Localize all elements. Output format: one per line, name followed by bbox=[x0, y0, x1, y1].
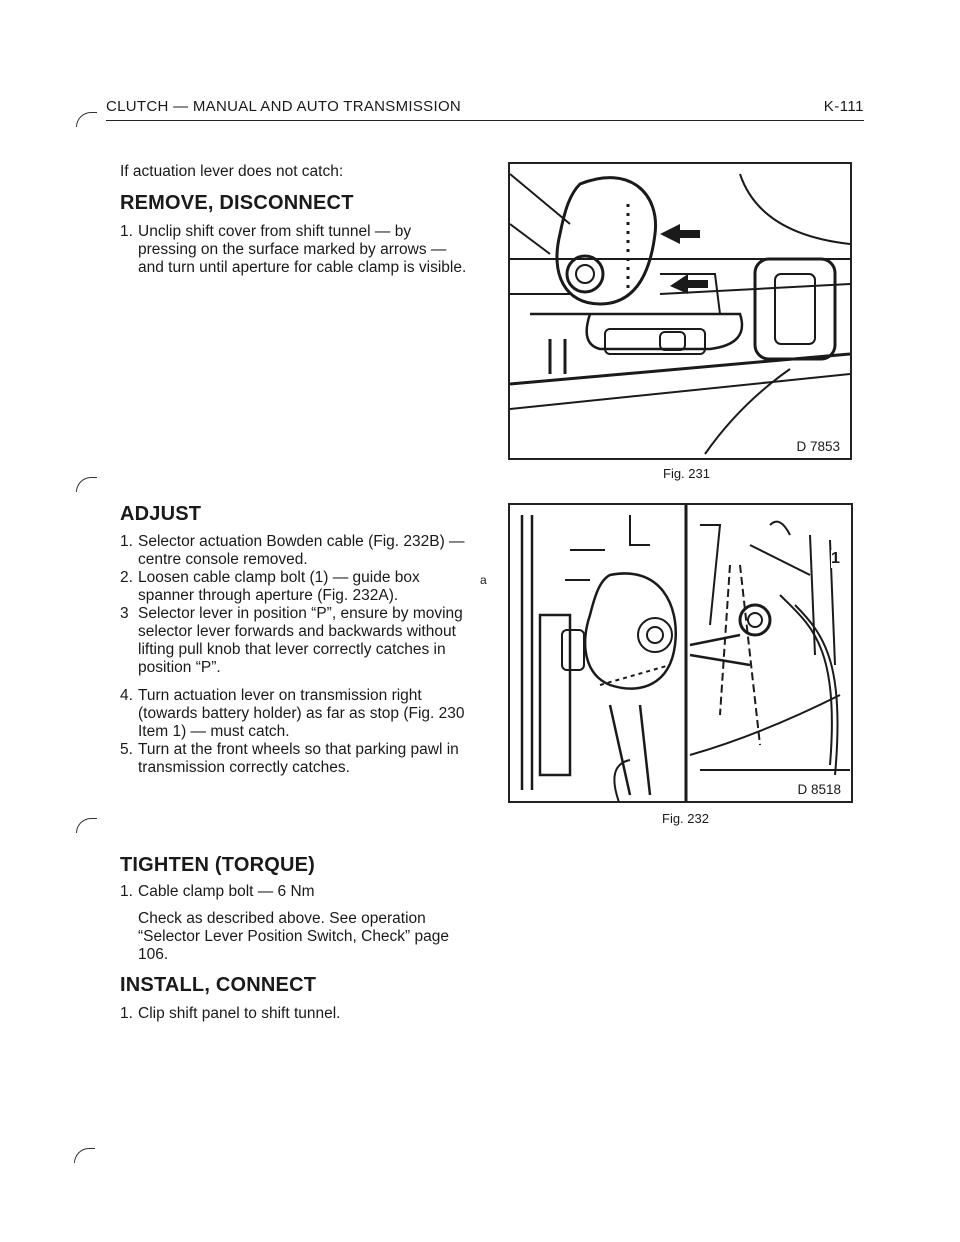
header-title: CLUTCH — MANUAL AND AUTO TRANSMISSION bbox=[106, 98, 462, 115]
figure-caption: Fig. 232 bbox=[662, 811, 709, 826]
step-text: Selector lever in position “P”, ensure by moving selector lever forwards and backwards without lifting pull knob that lever correctly catches in position “P”. bbox=[138, 605, 463, 676]
remove-steps bbox=[120, 223, 470, 277]
step-number: 5. bbox=[120, 741, 133, 758]
step-text: Unclip shift cover from shift tunnel — by pressing on the surface marked by arrows — and turn until aperture for cable clamp is visible. bbox=[138, 223, 467, 276]
figure-code: D 7853 bbox=[796, 439, 840, 454]
list-item bbox=[120, 533, 470, 569]
step-text: Clip shift panel to shift tunnel. bbox=[138, 1005, 341, 1022]
margin-mark bbox=[76, 112, 97, 127]
bowden-cable-drawing bbox=[510, 505, 851, 801]
list-item bbox=[120, 1005, 470, 1023]
list-item bbox=[120, 741, 470, 777]
step-number: 1. bbox=[120, 1005, 133, 1022]
gear-selector-drawing bbox=[510, 164, 850, 458]
figure-232-illustration bbox=[508, 503, 853, 803]
adjust-steps bbox=[120, 533, 470, 777]
figure-caption: Fig. 231 bbox=[663, 466, 710, 481]
section-heading-remove: REMOVE, DISCONNECT bbox=[120, 192, 354, 214]
list-item bbox=[120, 223, 470, 277]
figure-side-letter: a bbox=[480, 573, 487, 587]
list-item bbox=[120, 687, 470, 741]
step-text: Selector actuation Bowden cable (Fig. 232B) — centre console removed. bbox=[138, 533, 465, 568]
section-heading-tighten: TIGHTEN (TORQUE) bbox=[120, 854, 316, 876]
install-steps bbox=[120, 1005, 470, 1023]
step-text: Loosen cable clamp bolt (1) — guide box spanner through aperture (Fig. 232A). bbox=[138, 569, 420, 604]
margin-mark bbox=[76, 477, 97, 492]
section-heading-install: INSTALL, CONNECT bbox=[120, 974, 317, 996]
margin-mark bbox=[74, 1148, 95, 1163]
figure-code: D 8518 bbox=[797, 782, 841, 797]
figure-231-illustration bbox=[508, 162, 852, 460]
margin-mark bbox=[76, 818, 97, 833]
tighten-note: Check as described above. See operation “Selector Lever Position Switch, Check” page 106. bbox=[138, 910, 450, 963]
step-text: Turn actuation lever on transmission right (towards battery holder) as far as stop (Fig. 230 Item 1) — must catch. bbox=[138, 687, 465, 740]
step-text: Turn at the front wheels so that parking pawl in transmission correctly catches. bbox=[138, 741, 459, 776]
step-text: Cable clamp bolt — 6 Nm bbox=[138, 883, 315, 900]
intro-text: If actuation lever does not catch: bbox=[120, 163, 344, 180]
step-number: 1. bbox=[120, 883, 133, 900]
list-item bbox=[120, 569, 470, 605]
step-number: 3 bbox=[120, 605, 129, 622]
page-header bbox=[106, 98, 864, 121]
step-number: 1. bbox=[120, 533, 133, 550]
step-number: 2. bbox=[120, 569, 133, 586]
step-number: 4. bbox=[120, 687, 133, 704]
tighten-steps bbox=[120, 883, 470, 901]
step-number: 1. bbox=[120, 223, 133, 240]
list-item bbox=[120, 883, 470, 901]
figure-callout-label: 1 bbox=[831, 550, 840, 567]
list-item bbox=[120, 605, 470, 677]
page-number: K-111 bbox=[823, 98, 864, 115]
section-heading-adjust: ADJUST bbox=[120, 503, 202, 525]
